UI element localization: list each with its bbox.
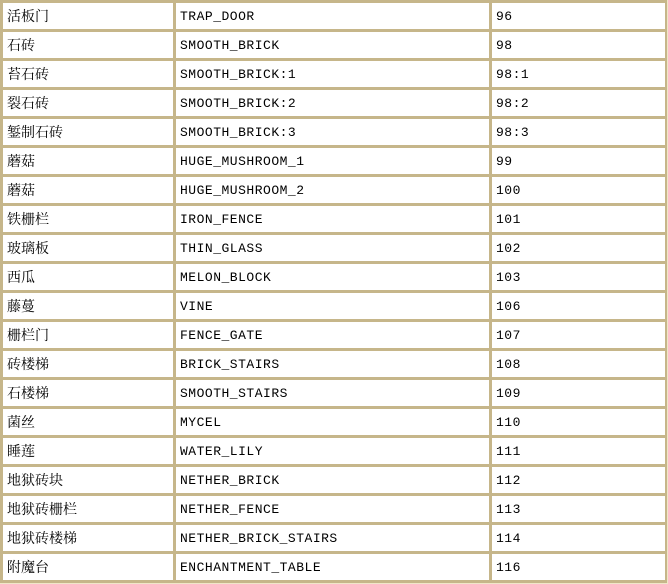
cell-english-id: TRAP_DOOR [176,3,489,29]
cell-chinese-name: 裂石砖 [3,90,173,116]
table-row [3,525,665,551]
cell-english-id: HUGE_MUSHROOM_1 [176,148,489,174]
table-row [3,351,665,377]
cell-chinese-name: 石楼梯 [3,380,173,406]
cell-chinese-name: 西瓜 [3,264,173,290]
cell-block-id: 112 [492,467,665,493]
table-row [3,293,665,319]
cell-english-id: WATER_LILY [176,438,489,464]
cell-english-id: HUGE_MUSHROOM_2 [176,177,489,203]
cell-english-id: IRON_FENCE [176,206,489,232]
cell-block-id: 103 [492,264,665,290]
cell-block-id: 102 [492,235,665,261]
cell-block-id: 113 [492,496,665,522]
table-row [3,90,665,116]
cell-english-id: SMOOTH_BRICK:1 [176,61,489,87]
table-row [3,148,665,174]
table-row [3,206,665,232]
cell-chinese-name: 栅栏门 [3,322,173,348]
cell-english-id: SMOOTH_BRICK:2 [176,90,489,116]
cell-chinese-name: 蘑菇 [3,148,173,174]
table-row [3,3,665,29]
table-row [3,177,665,203]
cell-chinese-name: 睡莲 [3,438,173,464]
cell-block-id: 99 [492,148,665,174]
cell-chinese-name: 苔石砖 [3,61,173,87]
cell-block-id: 108 [492,351,665,377]
cell-block-id: 98 [492,32,665,58]
cell-block-id: 111 [492,438,665,464]
cell-chinese-name: 玻璃板 [3,235,173,261]
cell-english-id: MYCEL [176,409,489,435]
cell-english-id: NETHER_BRICK [176,467,489,493]
table-row [3,264,665,290]
cell-english-id: NETHER_BRICK_STAIRS [176,525,489,551]
cell-block-id: 98:3 [492,119,665,145]
cell-block-id: 110 [492,409,665,435]
cell-english-id: BRICK_STAIRS [176,351,489,377]
cell-chinese-name: 铁栅栏 [3,206,173,232]
cell-english-id: FENCE_GATE [176,322,489,348]
cell-block-id: 107 [492,322,665,348]
table-row [3,235,665,261]
cell-chinese-name: 地狱砖楼梯 [3,525,173,551]
cell-english-id: SMOOTH_STAIRS [176,380,489,406]
cell-chinese-name: 活板门 [3,3,173,29]
cell-block-id: 100 [492,177,665,203]
cell-english-id: NETHER_FENCE [176,496,489,522]
cell-block-id: 101 [492,206,665,232]
cell-block-id: 116 [492,554,665,580]
cell-block-id: 96 [492,3,665,29]
cell-english-id: SMOOTH_BRICK [176,32,489,58]
cell-block-id: 98:1 [492,61,665,87]
block-table-body [3,3,665,580]
table-row [3,61,665,87]
cell-english-id: THIN_GLASS [176,235,489,261]
table-row [3,409,665,435]
cell-chinese-name: 蘑菇 [3,177,173,203]
cell-english-id: SMOOTH_BRICK:3 [176,119,489,145]
table-row [3,380,665,406]
table-row [3,322,665,348]
cell-chinese-name: 錾制石砖 [3,119,173,145]
cell-chinese-name: 石砖 [3,32,173,58]
cell-chinese-name: 地狱砖栅栏 [3,496,173,522]
table-row [3,496,665,522]
cell-english-id: VINE [176,293,489,319]
table-row [3,438,665,464]
cell-chinese-name: 藤蔓 [3,293,173,319]
table-row [3,554,665,580]
cell-chinese-name: 附魔台 [3,554,173,580]
cell-english-id: MELON_BLOCK [176,264,489,290]
cell-chinese-name: 地狱砖块 [3,467,173,493]
table-row [3,467,665,493]
table-row [3,119,665,145]
cell-english-id: ENCHANTMENT_TABLE [176,554,489,580]
cell-chinese-name: 砖楼梯 [3,351,173,377]
cell-block-id: 98:2 [492,90,665,116]
cell-block-id: 114 [492,525,665,551]
table-row [3,32,665,58]
cell-chinese-name: 菌丝 [3,409,173,435]
cell-block-id: 106 [492,293,665,319]
cell-block-id: 109 [492,380,665,406]
